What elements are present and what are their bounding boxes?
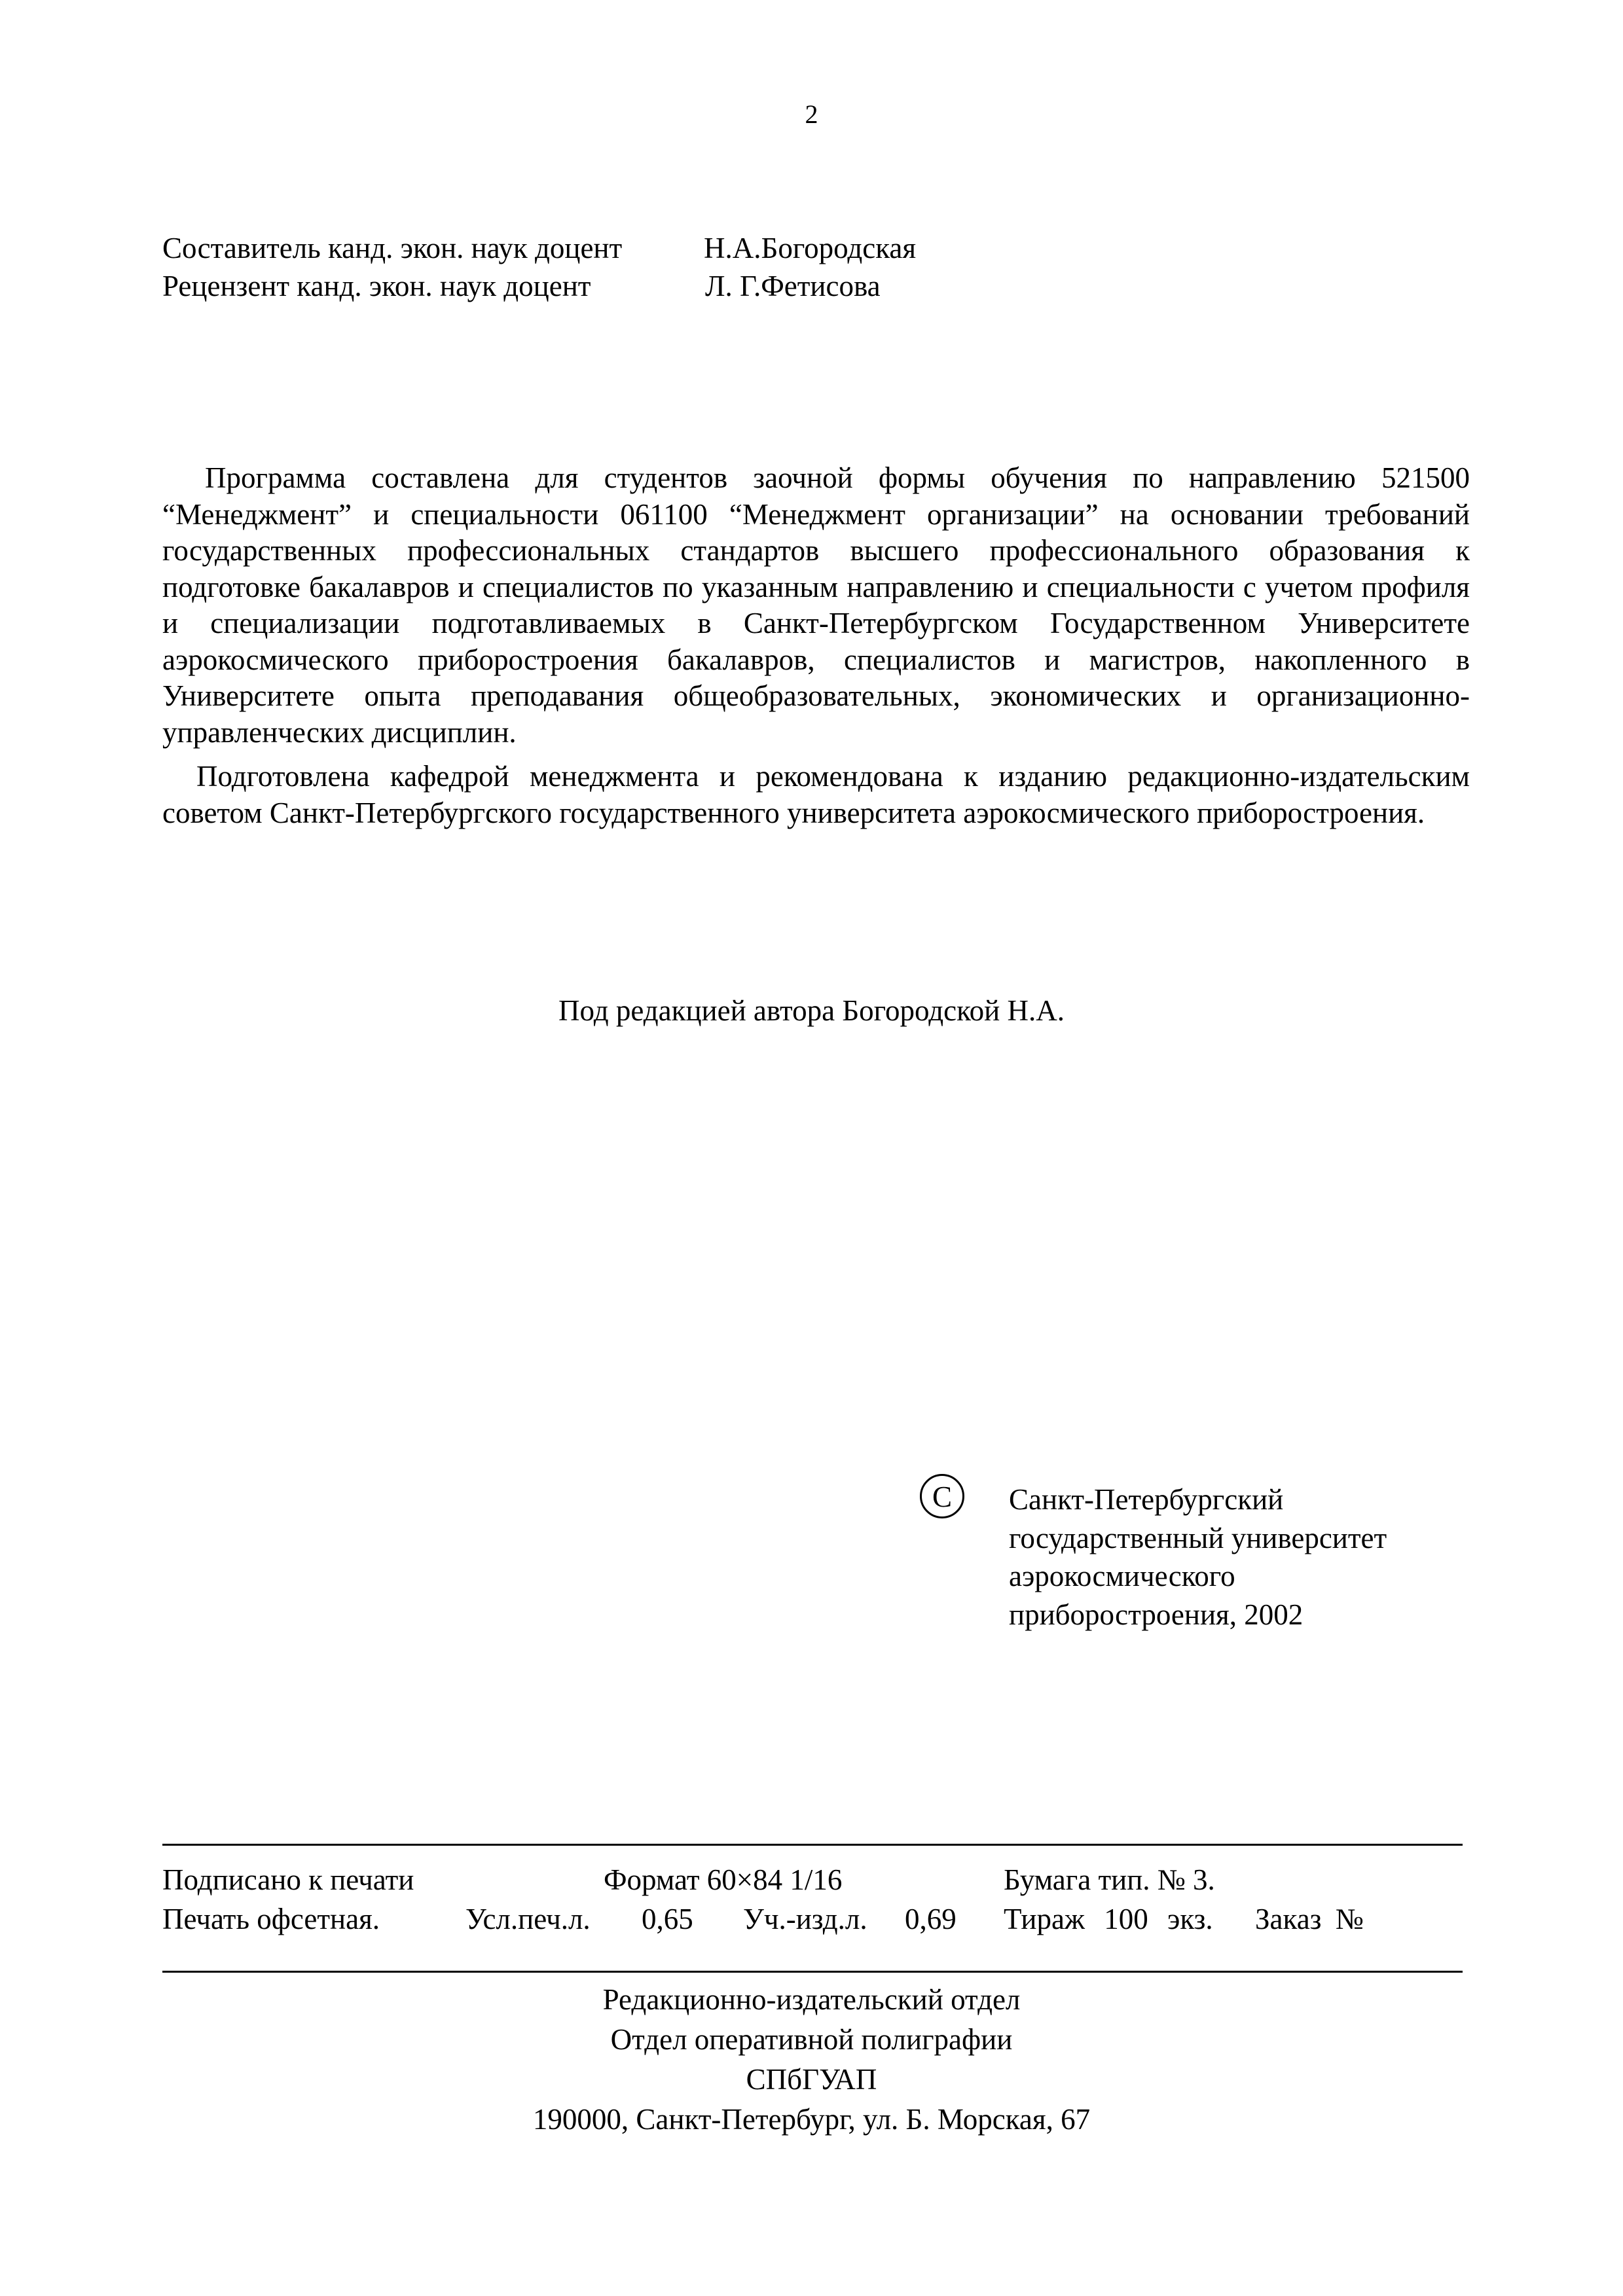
uch-value: 0,69 bbox=[905, 1903, 957, 1935]
compiler-row bbox=[162, 229, 917, 267]
signed-to-print: Подписано к печати bbox=[162, 1863, 414, 1896]
copyright-line: Санкт-Петербургский bbox=[1009, 1483, 1284, 1516]
paper-type: Бумага тип. № 3. bbox=[1004, 1863, 1215, 1896]
print-run: Тираж 100 экз. bbox=[1004, 1903, 1213, 1935]
program-description-paragraph: Программа составлена для студентов заочной формы обучения по направлению 521500 “Менеджмент” и специальности 061100 “Менеджмент организации” на основании требований государственных профессиональных стандартов высшего профессионального образования к подготовке бакалавров и специалистов по указанным направлению и специальности с учетом профиля и специализации подготавливаемых в Санкт-Петербургском Государственном Университете аэрокосмического приборостроения бакалавров, специалистов и магистров, накопленного в Университете опыта преподавания общеобразовательных, экономических и организационно-управленческих дисциплин. bbox=[162, 461, 1470, 749]
copyright-line: государственный университет bbox=[1009, 1521, 1387, 1554]
usl-label: Усл.печ.л. bbox=[465, 1903, 591, 1935]
bottom-divider bbox=[162, 1971, 1463, 1973]
order-number: Заказ № bbox=[1255, 1903, 1364, 1935]
uch-label: Уч.-изд.л. bbox=[743, 1903, 867, 1935]
imprint-line: СПбГУАП bbox=[746, 2063, 877, 2096]
usl-value: 0,65 bbox=[642, 1903, 693, 1935]
print-info bbox=[0, 1860, 1623, 1939]
compiler-role: Составитель канд. экон. наук доцент bbox=[162, 232, 623, 264]
compiler-name: Н.А.Богородская bbox=[704, 232, 917, 264]
copyright-holder bbox=[1009, 1480, 1387, 1634]
imprint-line: Редакционно-издательский отдел bbox=[602, 1983, 1021, 2016]
reviewer-role: Рецензент канд. экон. наук доцент bbox=[162, 270, 591, 302]
top-divider bbox=[162, 1844, 1463, 1846]
reviewer-row bbox=[162, 267, 881, 305]
editor-line: Под редакцией автора Богородской Н.А. bbox=[558, 994, 1065, 1027]
imprint-block bbox=[0, 1980, 1623, 2140]
credits-block bbox=[162, 229, 917, 305]
format-info: Формат 60×84 1/16 bbox=[604, 1863, 843, 1896]
printing-type: Печать офсетная. bbox=[162, 1903, 380, 1935]
approval-paragraph: Подготовлена кафедрой менеджмента и рекомендована к изданию редакционно-издательским советом Санкт-Петербургского государственного университета аэрокосмического приборостроения. bbox=[162, 760, 1470, 829]
copyright-icon: C bbox=[920, 1474, 964, 1518]
imprint-address: 190000, Санкт-Петербург, ул. Б. Морская, 67 bbox=[532, 2103, 1091, 2136]
page-number: 2 bbox=[805, 99, 818, 129]
copyright-line: приборостроения, 2002 bbox=[1009, 1598, 1304, 1631]
imprint-line: Отдел оперативной полиграфии bbox=[610, 2023, 1013, 2056]
reviewer-name: Л. Г.Фетисова bbox=[705, 270, 881, 302]
copyright-line: аэрокосмического bbox=[1009, 1560, 1235, 1592]
